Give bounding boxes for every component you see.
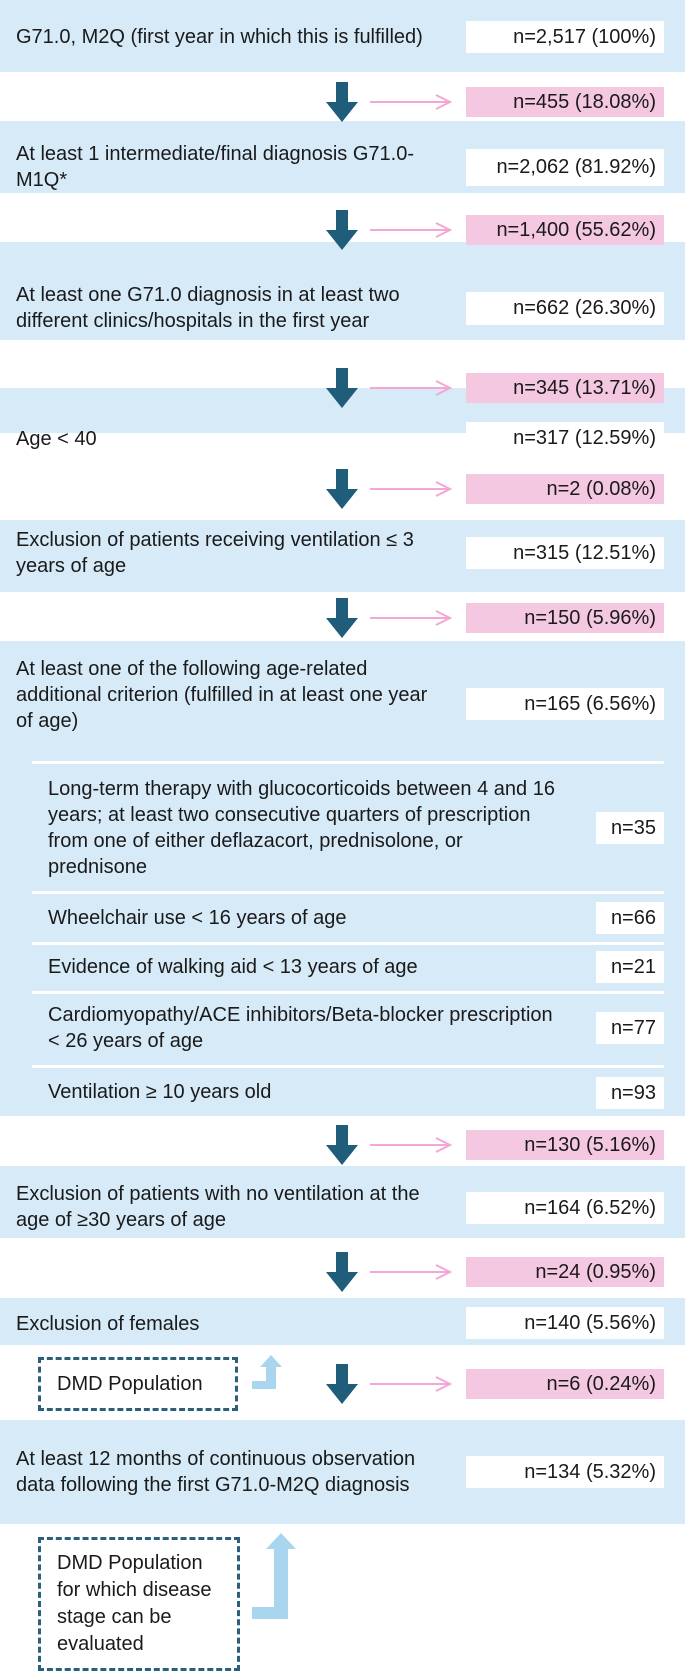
subcriterion-3-count: n=21 bbox=[596, 951, 664, 983]
bent-arrow-up-icon bbox=[252, 1533, 296, 1619]
dmd-stage-population-box bbox=[38, 1537, 240, 1671]
exclusion-arrow-icon bbox=[370, 380, 452, 396]
step-8-count: n=140 (5.56%) bbox=[466, 1307, 664, 1339]
exclusion-arrow-icon bbox=[370, 1264, 452, 1280]
subcriterion-3-text: Evidence of walking aid < 13 years of age bbox=[48, 956, 418, 978]
down-arrow-icon bbox=[326, 1252, 358, 1292]
down-arrow-icon bbox=[326, 368, 358, 408]
step-6-text: At least one of the following age-related additional criterion (fulfilled in at least one year of age) bbox=[16, 658, 428, 732]
step-9-text: At least 12 months of continuous observation data following the first G71.0-M2Q diagnosis bbox=[16, 1448, 416, 1496]
step-1-text: G71.0, M2Q (first year in which this is fulfilled) bbox=[16, 26, 423, 48]
subcriterion-4-text: Cardiomyopathy/ACE inhibitors/Beta-blocker prescription < 26 years of age bbox=[48, 1004, 553, 1052]
step-4-text: Age < 40 bbox=[16, 428, 97, 450]
exclusion-arrow-icon bbox=[370, 481, 452, 497]
excluded-count-8: n=6 (0.24%) bbox=[466, 1369, 664, 1399]
excluded-count-3: n=345 (13.71%) bbox=[466, 373, 664, 403]
exclusion-arrow-icon bbox=[370, 610, 452, 626]
subcriterion-2-count: n=66 bbox=[596, 902, 664, 934]
step-3-count: n=662 (26.30%) bbox=[466, 292, 664, 325]
excluded-count-1: n=455 (18.08%) bbox=[466, 87, 664, 117]
step-7-text: Exclusion of patients with no ventilation at the age of ≥30 years of age bbox=[16, 1183, 420, 1231]
subcriterion-1-text: Long-term therapy with glucocorticoids between 4 and 16 years; at least two consecutive quarters of prescription from one of either deflazacort, prednisolone, or prednisone bbox=[48, 778, 555, 878]
subcriterion-4-count: n=77 bbox=[596, 1012, 664, 1044]
down-arrow-icon bbox=[326, 82, 358, 122]
excluded-count-4: n=2 (0.08%) bbox=[466, 474, 664, 504]
subcriteria-divider bbox=[32, 1065, 664, 1068]
exclusion-arrow-icon bbox=[370, 1376, 452, 1392]
excluded-count-2: n=1,400 (55.62%) bbox=[466, 215, 664, 245]
step-7-count: n=164 (6.52%) bbox=[466, 1192, 664, 1224]
subcriterion-2-text: Wheelchair use < 16 years of age bbox=[48, 907, 347, 929]
subcriteria-divider bbox=[32, 761, 664, 764]
dmd-stage-population-label: DMD Population for which disease stage can be evaluated bbox=[57, 1552, 212, 1655]
dmd-population-label: DMD Population bbox=[57, 1372, 203, 1395]
step-3-text: At least one G71.0 diagnosis in at least two different clinics/hospitals in the first year bbox=[16, 284, 400, 332]
subcriterion-5-count: n=93 bbox=[596, 1077, 664, 1109]
subcriterion-1-count: n=35 bbox=[596, 812, 664, 844]
step-8-text: Exclusion of females bbox=[16, 1313, 200, 1335]
step-2-count: n=2,062 (81.92%) bbox=[466, 149, 664, 186]
down-arrow-icon bbox=[326, 210, 358, 250]
step-9-count: n=134 (5.32%) bbox=[466, 1456, 664, 1488]
subcriteria-divider bbox=[32, 891, 664, 894]
excluded-count-6: n=130 (5.16%) bbox=[466, 1130, 664, 1160]
excluded-count-5: n=150 (5.96%) bbox=[466, 603, 664, 633]
bent-arrow-up-icon bbox=[252, 1355, 286, 1389]
exclusion-arrow-icon bbox=[370, 94, 452, 110]
subcriterion-5-text: Ventilation ≥ 10 years old bbox=[48, 1081, 272, 1103]
down-arrow-icon bbox=[326, 1364, 358, 1404]
step-1-count: n=2,517 (100%) bbox=[466, 21, 664, 53]
step-5-count: n=315 (12.51%) bbox=[466, 537, 664, 569]
down-arrow-icon bbox=[326, 469, 358, 509]
step-6-count: n=165 (6.56%) bbox=[466, 688, 664, 720]
subcriteria-divider bbox=[32, 991, 664, 994]
excluded-count-7: n=24 (0.95%) bbox=[466, 1257, 664, 1287]
step-5-text: Exclusion of patients receiving ventilation ≤ 3 years of age bbox=[16, 529, 414, 577]
step-2-text: At least 1 intermediate/final diagnosis G71.0-M1Q* bbox=[16, 143, 414, 191]
down-arrow-icon bbox=[326, 1125, 358, 1165]
dmd-population-box bbox=[38, 1357, 238, 1411]
subcriteria-divider bbox=[32, 942, 664, 945]
step-4-count: n=317 (12.59%) bbox=[466, 422, 664, 454]
down-arrow-icon bbox=[326, 598, 358, 638]
exclusion-arrow-icon bbox=[370, 1137, 452, 1153]
exclusion-arrow-icon bbox=[370, 222, 452, 238]
